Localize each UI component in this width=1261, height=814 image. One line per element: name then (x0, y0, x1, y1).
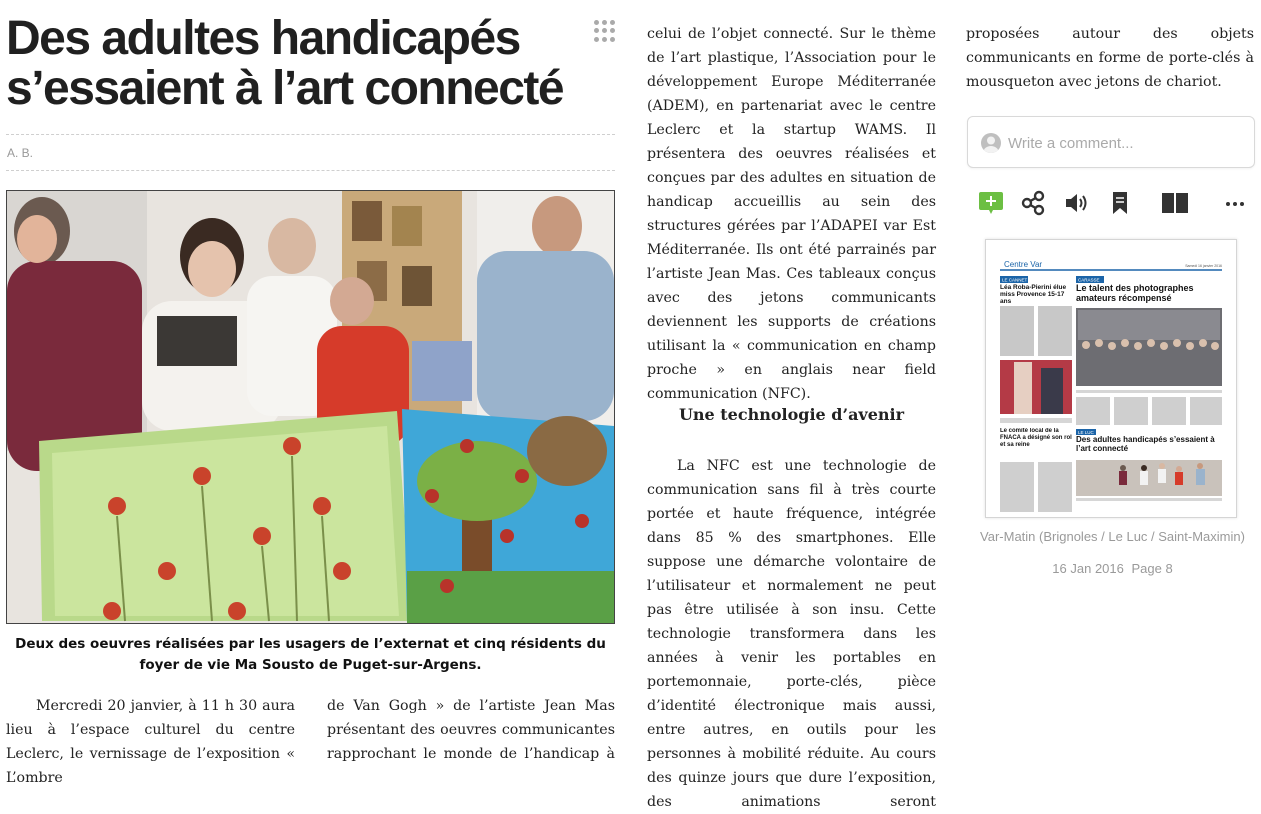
column-view-button[interactable] (1161, 190, 1189, 216)
more-icon (1222, 190, 1248, 216)
plus-badge-icon (978, 190, 1004, 216)
more-options-button[interactable] (1222, 190, 1248, 216)
article-subheading: Une technologie d’avenir (678, 405, 905, 424)
publication-date-page (960, 561, 1261, 576)
divider-bottom (6, 170, 615, 171)
grid-menu-icon[interactable] (594, 20, 616, 42)
publication-name: Var-Matin (Brignoles / Le Luc / Saint-Maximin) (980, 529, 1245, 544)
comment-input[interactable] (1008, 131, 1238, 155)
share-button[interactable] (1020, 190, 1046, 216)
bookmark-button[interactable] (1107, 190, 1133, 216)
body-text-col2-part1: celui de l’objet connecté. Sur le thème de l’art plastique, l’Association pour le développement Europe Méditerranée (ADEM), en partenariat avec le centre Leclerc et la startup WAMS. Il présentera des oeuvres réalisées et conçues par des adultes en situation de handicap accueillis au sein des structures gérées par l’ADAPEI var Est Méditerranée. Ils ont été parrainés par l’artiste Jean Mas. Ces tableaux conçus avec des jetons communicants deviennent les supports de créations utilisant la « communication en champ proche » en anglais near field communication (NFC). (647, 26, 936, 402)
add-note-button[interactable] (978, 190, 1004, 216)
thumb-story2-title: Le talent des photographes amateurs récompensé (1076, 284, 1194, 303)
article-title (6, 14, 586, 114)
photo-caption: Deux des oeuvres réalisées par les usagers de l’externat et cinq résidents du foyer de vie Ma Sousto de Puget-sur-Argens. (15, 636, 606, 673)
publication-date: 16 Jan 2016 (1052, 561, 1124, 576)
page-thumbnail[interactable] (985, 239, 1237, 518)
listen-button[interactable] (1064, 190, 1090, 216)
thumb-story4-title: Des adultes handicapés s’essaient à l’art connecté (1076, 436, 1215, 453)
article-photo (6, 190, 615, 624)
thumb-story3-title: Le comité local de la FNACA a désigné son rol et sa reine (1000, 428, 1072, 448)
thumb-header-right: Samedi 16 janvier 2016 (1185, 264, 1222, 268)
thumb-section: Centre Var (1004, 260, 1043, 269)
bookmark-icon (1107, 190, 1133, 216)
publication-page[interactable]: Page 8 (1131, 561, 1173, 576)
body-text-col2-part2: La NFC est une technologie de communication sans fil à très courte portée et haute fréquence, intégrée dans 85 % des smartphones. Elle suppose une démarche volontaire de l’utilisateur et normalement ne peut pas être utilisée à son insu. Cette technologie transformera dans les années à venir les portables en portemonnaie, porte-clés, pièce d’identité électronique mais aussi, entre autres, en outils pour les personnes à mobilité réduite. Au cours des quinze jours que dure l’exposition, des animations seront (647, 458, 936, 810)
thumb-story1-tag: LE CANNET (1002, 277, 1028, 283)
thumb-story2-tag: CARASSE (1078, 277, 1100, 283)
divider-top (6, 134, 615, 135)
body-text-col1-part1: Mercredi 20 janvier, à 11 h 30 aura lieu à l’espace culturel du centre Leclerc, le vernissage de l’exposition « L’ombre (6, 698, 295, 786)
thumb-story1-title: Léa Roba-Pierini élue miss Provence 15-17 ans (1000, 284, 1067, 304)
article-title-line-1: Des adultes handicapés (6, 12, 520, 65)
body-text-col3: proposées autour des objets communicants en forme de porte-clés à mousqueton avec jetons de chariot. (966, 26, 1254, 90)
share-icon (1020, 190, 1046, 216)
speaker-icon (1064, 190, 1090, 216)
article-author: A. B. (7, 146, 34, 160)
article-title-line-2: s’essaient à l’art connecté (6, 62, 564, 115)
thumb-story4-tag: LE LUC (1078, 430, 1094, 435)
comment-box (967, 116, 1255, 168)
columns-icon (1161, 190, 1189, 216)
avatar (981, 133, 1001, 153)
body-text-col1-part2: de Van Gogh » de l’artiste Jean Mas présentant des oeuvres communicantes rapprochant le monde de l’handicap à (327, 698, 615, 762)
